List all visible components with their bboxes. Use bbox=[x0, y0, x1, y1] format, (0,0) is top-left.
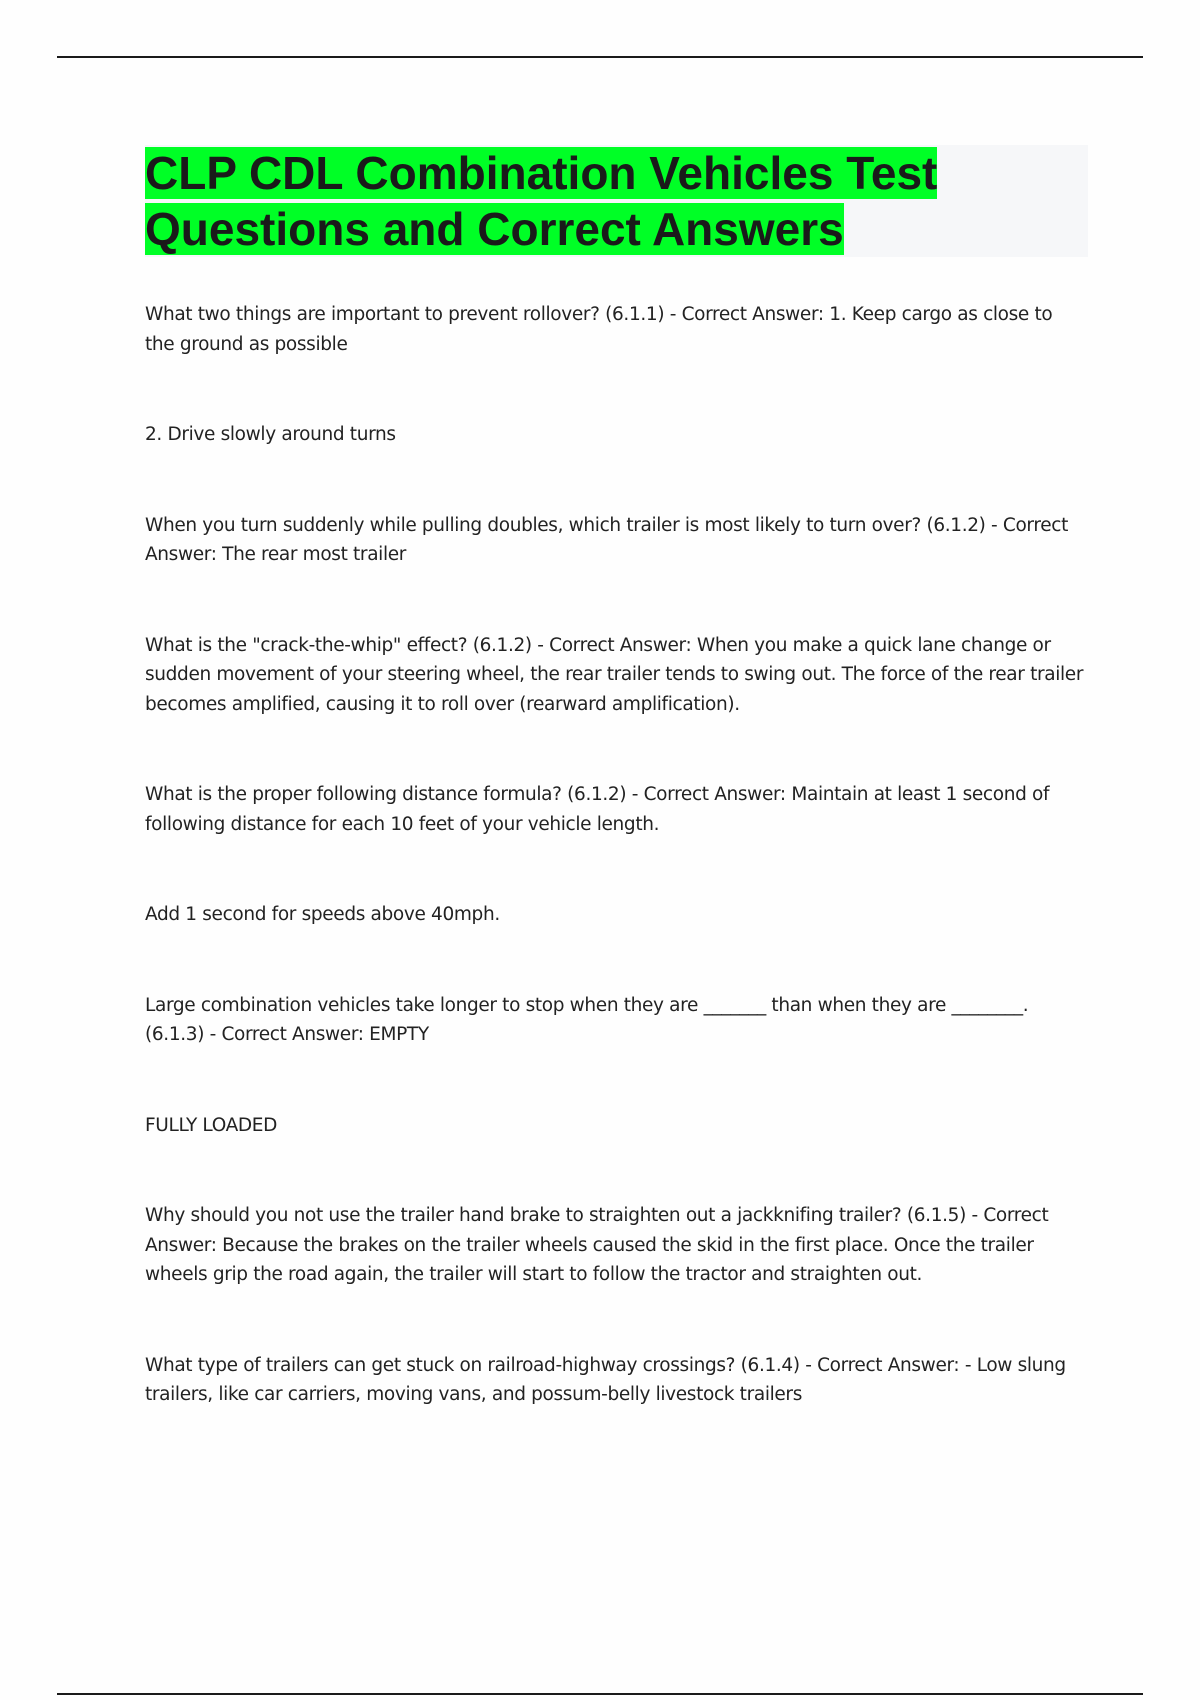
qa-paragraph: FULLY LOADED bbox=[145, 1114, 278, 1136]
qa-paragraph: Large combination vehicles take longer to stop when they are _______ than when they are ________. (6.1.3) - Correct Answer: EMPTY bbox=[145, 994, 1034, 1045]
qa-paragraph: 2. Drive slowly around turns bbox=[145, 424, 396, 445]
title-highlight: CLP CDL Combination Vehicles Test Questions and Correct Answers bbox=[145, 147, 938, 255]
qa-paragraph: What two things are important to prevent rollover? (6.1.1) - Correct Answer: 1. Keep cargo as close to the ground as possible bbox=[145, 304, 1058, 355]
document-title bbox=[145, 145, 1088, 257]
bottom-rule bbox=[57, 1693, 1143, 1695]
qa-paragraph: When you turn suddenly while pulling doubles, which trailer is most likely to turn over? (6.1.2) - Correct Answer: The rear most trailer bbox=[145, 514, 1074, 565]
qa-content bbox=[145, 300, 1089, 1471]
qa-paragraph: Why should you not use the trailer hand brake to straighten out a jackknifing trailer? (6.1.5) - Correct Answer: Because the brakes on the trailer wheels caused the skid in the first place. Once the trailer wheels grip the road again, the trailer will start to follow the tractor and straighten out. bbox=[145, 1205, 1054, 1285]
top-rule bbox=[57, 56, 1143, 58]
qa-paragraph: What is the proper following distance formula? (6.1.2) - Correct Answer: Maintain at least 1 second of following distance for each 10 feet of your vehicle length. bbox=[145, 784, 1055, 835]
qa-paragraph: What type of trailers can get stuck on railroad-highway crossings? (6.1.4) - Correct Answer: - Low slung trailers, like car carriers, moving vans, and possum-belly livestock trailers bbox=[145, 1354, 1072, 1405]
qa-paragraph: Add 1 second for speeds above 40mph. bbox=[145, 904, 500, 925]
qa-paragraph: What is the "crack-the-whip" effect? (6.1.2) - Correct Answer: When you make a quick lane change or sudden movement of your steering wheel, the rear trailer tends to swing out. The force of the rear trailer becomes amplified, causing it to roll over (rearward amplification). bbox=[145, 634, 1089, 715]
title-block bbox=[145, 145, 1088, 257]
